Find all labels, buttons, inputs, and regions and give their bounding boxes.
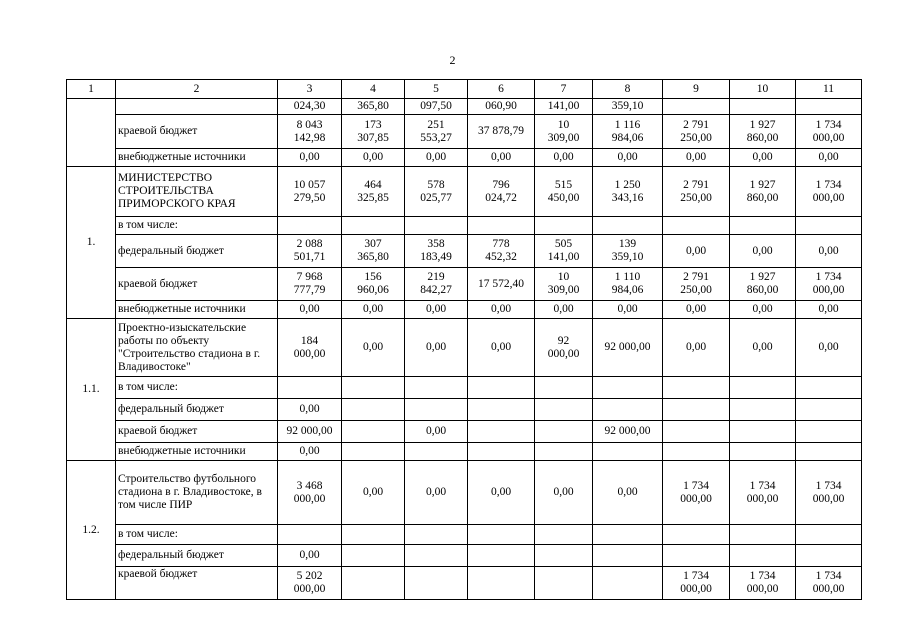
value-cell: 505 141,00 (535, 235, 593, 268)
value-cell (730, 545, 796, 567)
value-cell (796, 399, 862, 421)
value-cell (535, 443, 593, 461)
row-label: краевой бюджет (116, 421, 278, 443)
column-header: 11 (796, 80, 862, 99)
table-row (67, 268, 862, 301)
value-cell: 0,00 (468, 301, 535, 319)
value-cell: 1 734 000,00 (796, 268, 862, 301)
value-cell: 0,00 (468, 319, 535, 377)
value-cell: 1 927 860,00 (730, 268, 796, 301)
value-cell (730, 99, 796, 115)
value-cell: 796 024,72 (468, 167, 535, 217)
value-cell (796, 99, 862, 115)
value-cell: 7 968 777,79 (278, 268, 342, 301)
value-cell (796, 421, 862, 443)
value-cell: 0,00 (468, 149, 535, 167)
table-row (67, 399, 862, 421)
value-cell (663, 377, 730, 399)
value-cell (405, 525, 468, 545)
value-cell (663, 545, 730, 567)
row-number: 1.1. (67, 319, 116, 461)
value-cell: 0,00 (342, 319, 405, 377)
value-cell (468, 421, 535, 443)
value-cell: 10 309,00 (535, 115, 593, 149)
value-cell: 0,00 (593, 301, 663, 319)
value-cell: 0,00 (278, 301, 342, 319)
value-cell: 1 250 343,16 (593, 167, 663, 217)
value-cell: 17 572,40 (468, 268, 535, 301)
value-cell: 0,00 (405, 421, 468, 443)
value-cell (468, 443, 535, 461)
value-cell (730, 399, 796, 421)
value-cell: 1 734 000,00 (663, 461, 730, 525)
value-cell (468, 217, 535, 235)
row-label: МИНИСТЕРСТВО СТРОИТЕЛЬСТВА ПРИМОРСКОГО КРАЯ (116, 167, 278, 217)
row-label: в том числе: (116, 525, 278, 545)
value-cell: 024,30 (278, 99, 342, 115)
value-cell: 0,00 (405, 461, 468, 525)
value-cell: 0,00 (535, 149, 593, 167)
value-cell (730, 443, 796, 461)
column-header: 7 (535, 80, 593, 99)
table-row (67, 99, 862, 115)
value-cell (535, 421, 593, 443)
column-header: 3 (278, 80, 342, 99)
value-cell: 1 734 000,00 (796, 167, 862, 217)
table-row (67, 235, 862, 268)
column-header: 5 (405, 80, 468, 99)
value-cell: 359,10 (593, 99, 663, 115)
value-cell (535, 399, 593, 421)
value-cell: 0,00 (796, 235, 862, 268)
value-cell: 0,00 (593, 149, 663, 167)
value-cell (796, 525, 862, 545)
value-cell (796, 377, 862, 399)
row-label: федеральный бюджет (116, 545, 278, 567)
value-cell: 1 927 860,00 (730, 115, 796, 149)
value-cell: 2 791 250,00 (663, 167, 730, 217)
column-header: 10 (730, 80, 796, 99)
value-cell: 0,00 (730, 149, 796, 167)
value-cell: 0,00 (730, 235, 796, 268)
value-cell: 141,00 (535, 99, 593, 115)
table-row (67, 545, 862, 567)
column-header: 4 (342, 80, 405, 99)
row-label: в том числе: (116, 377, 278, 399)
value-cell: 1 734 000,00 (730, 567, 796, 600)
value-cell (663, 99, 730, 115)
value-cell: 184 000,00 (278, 319, 342, 377)
value-cell: 92 000,00 (535, 319, 593, 377)
row-label (116, 99, 278, 115)
value-cell (342, 443, 405, 461)
value-cell (468, 377, 535, 399)
value-cell (663, 217, 730, 235)
value-cell: 0,00 (342, 301, 405, 319)
value-cell (663, 525, 730, 545)
value-cell: 778 452,32 (468, 235, 535, 268)
value-cell: 578 025,77 (405, 167, 468, 217)
value-cell (796, 545, 862, 567)
table-row (67, 567, 862, 600)
value-cell (663, 399, 730, 421)
row-label: краевой бюджет (116, 268, 278, 301)
value-cell: 2 791 250,00 (663, 268, 730, 301)
value-cell: 0,00 (468, 461, 535, 525)
value-cell: 365,80 (342, 99, 405, 115)
header-row (67, 80, 862, 99)
value-cell (593, 399, 663, 421)
value-cell: 307 365,80 (342, 235, 405, 268)
value-cell: 10 057 279,50 (278, 167, 342, 217)
value-cell (278, 217, 342, 235)
value-cell (663, 443, 730, 461)
value-cell (593, 525, 663, 545)
value-cell (663, 421, 730, 443)
value-cell: 1 927 860,00 (730, 167, 796, 217)
value-cell: 358 183,49 (405, 235, 468, 268)
row-label: в том числе: (116, 217, 278, 235)
value-cell (593, 545, 663, 567)
table-row (67, 443, 862, 461)
value-cell (405, 443, 468, 461)
value-cell (405, 217, 468, 235)
value-cell (796, 217, 862, 235)
value-cell: 1 734 000,00 (730, 461, 796, 525)
value-cell: 251 553,27 (405, 115, 468, 149)
value-cell (593, 217, 663, 235)
value-cell: 464 325,85 (342, 167, 405, 217)
row-number: 1.2. (67, 461, 116, 600)
value-cell: 0,00 (796, 319, 862, 377)
value-cell (730, 377, 796, 399)
value-cell: 1 734 000,00 (663, 567, 730, 600)
value-cell: 156 960,06 (342, 268, 405, 301)
column-header: 1 (67, 80, 116, 99)
row-label: внебюджетные источники (116, 443, 278, 461)
value-cell (468, 525, 535, 545)
value-cell: 060,90 (468, 99, 535, 115)
value-cell: 1 116 984,06 (593, 115, 663, 149)
value-cell: 0,00 (405, 149, 468, 167)
value-cell (535, 525, 593, 545)
value-cell: 515 450,00 (535, 167, 593, 217)
value-cell (593, 377, 663, 399)
value-cell (468, 545, 535, 567)
value-cell (730, 525, 796, 545)
page-number: 2 (449, 53, 456, 67)
value-cell (593, 567, 663, 600)
row-label: внебюджетные источники (116, 301, 278, 319)
value-cell: 92 000,00 (593, 421, 663, 443)
row-label: внебюджетные источники (116, 149, 278, 167)
table-row (67, 301, 862, 319)
value-cell: 3 468 000,00 (278, 461, 342, 525)
value-cell: 8 043 142,98 (278, 115, 342, 149)
row-label: Строительство футбольного стадиона в г. Владивостоке, в том числе ПИР (116, 461, 278, 525)
value-cell: 0,00 (535, 301, 593, 319)
table-row (67, 421, 862, 443)
value-cell: 0,00 (278, 399, 342, 421)
value-cell (405, 399, 468, 421)
value-cell (468, 399, 535, 421)
table-row (67, 377, 862, 399)
column-header: 6 (468, 80, 535, 99)
table-row (67, 149, 862, 167)
value-cell: 2 791 250,00 (663, 115, 730, 149)
value-cell (278, 377, 342, 399)
value-cell: 219 842,27 (405, 268, 468, 301)
value-cell (342, 421, 405, 443)
value-cell: 1 734 000,00 (796, 567, 862, 600)
value-cell (535, 217, 593, 235)
value-cell: 2 088 501,71 (278, 235, 342, 268)
row-label: краевой бюджет (116, 567, 278, 600)
value-cell: 1 110 984,06 (593, 268, 663, 301)
value-cell (278, 525, 342, 545)
value-cell: 1 734 000,00 (796, 461, 862, 525)
value-cell: 0,00 (796, 301, 862, 319)
value-cell: 37 878,79 (468, 115, 535, 149)
value-cell: 0,00 (278, 545, 342, 567)
value-cell: 0,00 (663, 235, 730, 268)
budget-table (66, 79, 862, 600)
value-cell: 0,00 (663, 319, 730, 377)
value-cell: 0,00 (342, 149, 405, 167)
value-cell: 5 202 000,00 (278, 567, 342, 600)
value-cell (405, 567, 468, 600)
value-cell: 0,00 (405, 319, 468, 377)
value-cell (535, 545, 593, 567)
value-cell (342, 399, 405, 421)
table-row (67, 319, 862, 377)
row-label: Проектно-изыскательские работы по объекту "Строительство стадиона в г. Владивостоке" (116, 319, 278, 377)
value-cell (796, 443, 862, 461)
value-cell: 173 307,85 (342, 115, 405, 149)
value-cell (342, 217, 405, 235)
value-cell: 0,00 (593, 461, 663, 525)
value-cell (405, 545, 468, 567)
table-row (67, 525, 862, 545)
value-cell (730, 421, 796, 443)
value-cell (342, 377, 405, 399)
value-cell: 0,00 (278, 443, 342, 461)
value-cell: 0,00 (796, 149, 862, 167)
value-cell: 139 359,10 (593, 235, 663, 268)
value-cell (405, 377, 468, 399)
value-cell: 92 000,00 (593, 319, 663, 377)
value-cell: 0,00 (405, 301, 468, 319)
value-cell: 92 000,00 (278, 421, 342, 443)
value-cell: 0,00 (730, 319, 796, 377)
table-row (67, 167, 862, 217)
value-cell: 0,00 (278, 149, 342, 167)
row-label: краевой бюджет (116, 115, 278, 149)
column-header: 2 (116, 80, 278, 99)
value-cell (593, 443, 663, 461)
value-cell (468, 567, 535, 600)
value-cell: 10 309,00 (535, 268, 593, 301)
table-row (67, 115, 862, 149)
value-cell: 1 734 000,00 (796, 115, 862, 149)
value-cell (342, 525, 405, 545)
row-label: федеральный бюджет (116, 399, 278, 421)
column-header: 9 (663, 80, 730, 99)
row-number: 1. (67, 167, 116, 319)
table-body (67, 99, 862, 600)
column-header: 8 (593, 80, 663, 99)
value-cell (535, 567, 593, 600)
value-cell (730, 217, 796, 235)
row-number (67, 99, 116, 167)
row-label: федеральный бюджет (116, 235, 278, 268)
value-cell (342, 545, 405, 567)
value-cell (342, 567, 405, 600)
value-cell: 0,00 (535, 461, 593, 525)
value-cell: 0,00 (342, 461, 405, 525)
value-cell: 0,00 (663, 149, 730, 167)
table-row (67, 461, 862, 525)
value-cell: 0,00 (663, 301, 730, 319)
value-cell: 097,50 (405, 99, 468, 115)
value-cell: 0,00 (730, 301, 796, 319)
value-cell (535, 377, 593, 399)
table-row (67, 217, 862, 235)
